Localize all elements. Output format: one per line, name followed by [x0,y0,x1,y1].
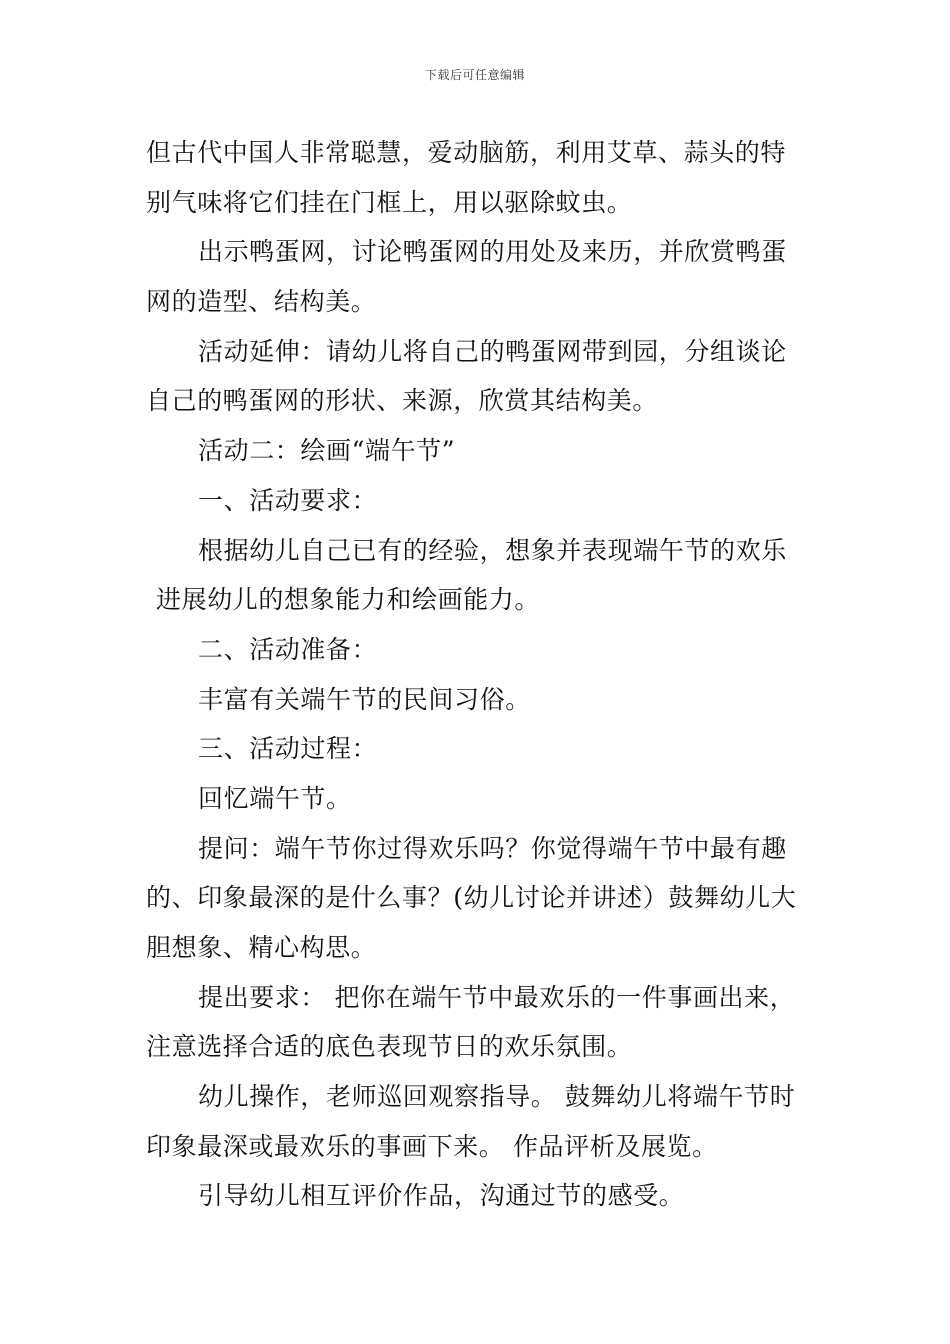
paragraph-line: 但古代中国人非常聪慧，爱动脑筋，利用艾草、蒜头的特 [146,138,787,167]
document-body [146,128,810,1221]
paragraph-line: 提问：端午节你过得欢乐吗？你觉得端午节中最有趣 [198,833,787,863]
paragraph-line: 提出要求： 把你在端午节中最欢乐的一件事画出来， [198,982,796,1012]
paragraph-line: 别气味将它们挂在门框上，用以驱除蚊虫。 [146,187,633,217]
paragraph-line: 幼儿操作，老师巡回观察指导。 鼓舞幼儿将端午节时 [198,1082,796,1112]
paragraph-line: 引导幼儿相互评价作品，沟通过节的感受。 [198,1181,685,1211]
paragraph-line: 印象最深或最欢乐的事画下来。 作品评析及展览。 [146,1131,718,1161]
paragraph-line: 进展幼儿的想象能力和绘画能力。 [156,585,541,615]
paragraph-line: 根据幼儿自己已有的经验，想象并表现端午节的欢乐 [198,535,787,565]
paragraph-line: 注意选择合适的底色表现节日的欢乐氛围。 [146,1032,633,1062]
section-heading: 三、活动过程： [198,734,378,764]
paragraph-line: 胆想象、精心构思。 [146,933,377,962]
paragraph-line: 活动延伸：请幼儿将自己的鸭蛋网带到园，分组谈论 [198,336,787,366]
page-header: 下载后可任意编辑 [424,68,525,82]
paragraph-line: 网的造型、结构美。 [146,287,377,317]
paragraph-line: 的、印象最深的是什么事？(幼儿讨论并讲述）鼓舞幼儿大 [146,883,797,913]
paragraph-line: 丰富有关端午节的民间习俗。 [198,684,531,714]
paragraph-line: 自己的鸭蛋网的形状、来源，欣赏其结构美。 [146,386,659,416]
section-heading: 活动二：绘画“端午节” [198,436,456,466]
paragraph-line: 出示鸭蛋网，讨论鸭蛋网的用处及来历，并欣赏鸭蛋 [198,237,787,267]
paragraph-line: 回忆端午节。 [198,783,352,813]
section-heading: 一、活动要求： [198,485,378,515]
section-heading: 二、活动准备： [198,634,378,664]
